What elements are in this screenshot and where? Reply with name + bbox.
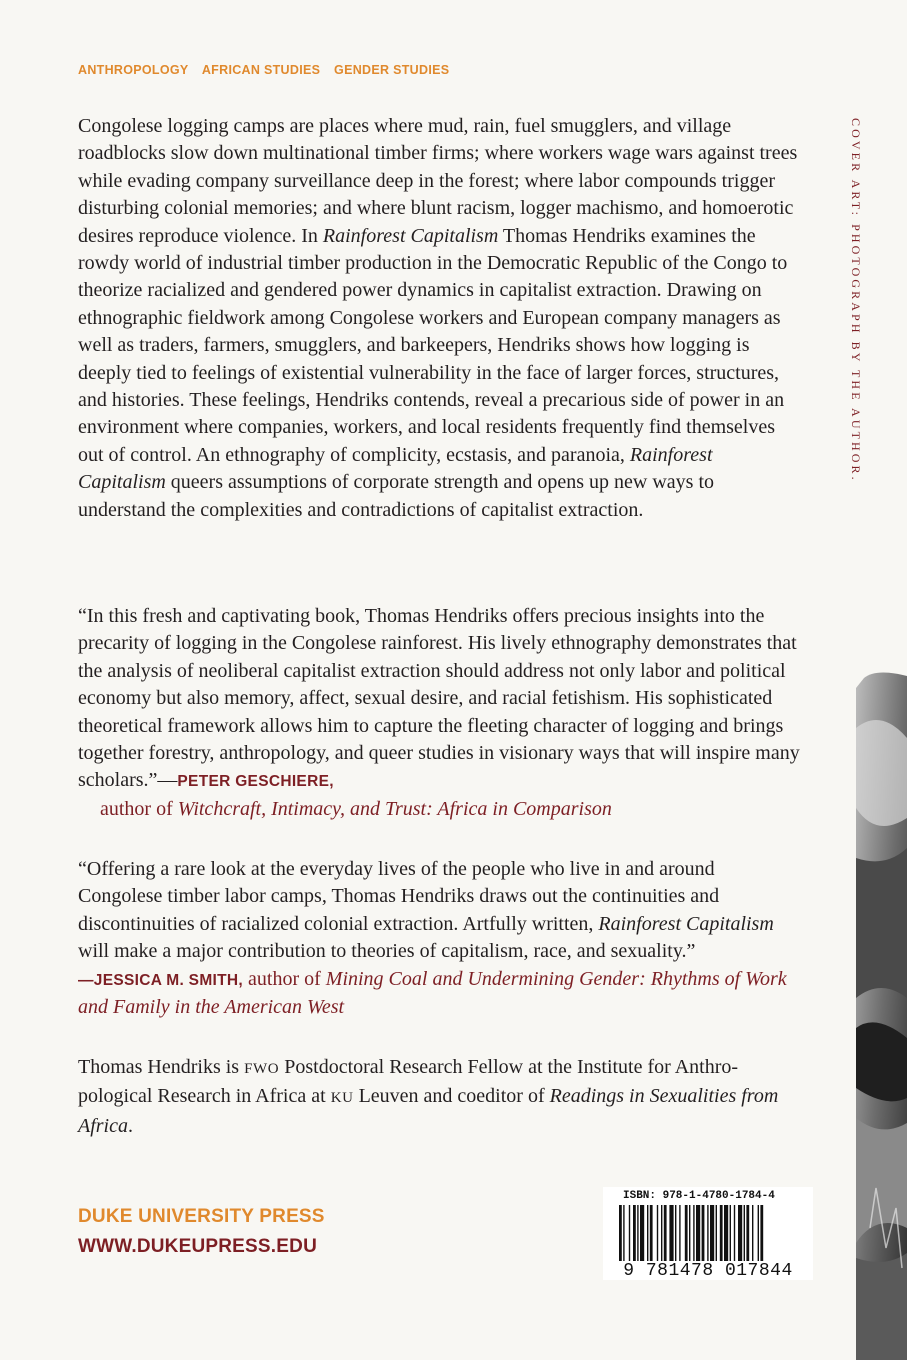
barcode-bar [746, 1205, 749, 1261]
barcode-bar [619, 1205, 622, 1261]
category-african-studies: AFRICAN STUDIES [201, 63, 321, 77]
endorsement-geschiere [78, 603, 800, 823]
barcode-bar [657, 1205, 658, 1261]
description-text: queers assumptions of corporate strength and opens up new ways to understand the complexities and contradictions of capitalist extraction. [78, 471, 715, 521]
barcode-bar [689, 1205, 690, 1261]
endorser-role: author of [100, 797, 178, 820]
book-title-italic: Rainforest Capitalism [322, 224, 499, 247]
publisher-url[interactable]: WWW.DUKEUPRESS.EDU [78, 1236, 317, 1257]
category-anthropology: ANTHROPOLOGY [78, 63, 189, 77]
author-bio [78, 1054, 800, 1140]
barcode-bar [650, 1205, 653, 1261]
barcode-bar [730, 1205, 731, 1261]
endorser-book: Witchcraft, Intimacy, and Trust: Africa in Comparison [177, 797, 612, 820]
barcode-bar [675, 1205, 676, 1261]
bio-abbrev-ku: KU [330, 1090, 354, 1107]
endorsement-dash: — [157, 769, 178, 792]
barcode-bar [716, 1205, 717, 1261]
cover-photo-edge [856, 668, 907, 1360]
barcode-digits: 9 781478 017844 [623, 1261, 793, 1281]
endorsement-text: “In this fresh and captivating book, Thomas Hendriks offers precious insights into the precarity of logging in the Congolese rainforest. His lively ethnography demonstrates that the analysis of neoliberal capitalist extraction should address not only labor and political economy but also memory, affect, sexual desire, and racial fetishism. His sophisticated theoretical framework allows him to capture the fleeting character of logging and brings together forestry, anthropology, and queer studies in visionary ways that will inspire many scholars.” [78, 605, 800, 792]
subject-categories [78, 63, 459, 77]
bio-abbrev-fwo: FWO [244, 1061, 280, 1077]
barcode-bar [710, 1205, 714, 1261]
description-text: Congolese logging camps are places where mud, rain, fuel smugglers, and village roadblocks slow down multinational timber firms; where workers wage wars against trees while evading company surveillance deep in the forest; where labor compounds trigger disturbing colonial memories; and where blunt racism, logger machismo, and homoerotic desires reproduce violence. In [78, 115, 798, 247]
bio-text: Postdoctoral Research Fellow at the Institute for Anthropological Research in Africa at [78, 1056, 739, 1108]
barcode-bar [633, 1205, 636, 1261]
bio-text: Leuven and coeditor of [353, 1085, 550, 1108]
endorsement-text: will make a major contribution to theories of capitalism, race, and sexuality.” [78, 940, 696, 963]
endorser-role: author of [243, 967, 326, 990]
barcode-bar [661, 1205, 662, 1261]
publisher-name: DUKE UNIVERSITY PRESS [78, 1206, 325, 1227]
barcode-bar [724, 1205, 728, 1261]
barcode-bar [679, 1205, 680, 1261]
barcode-bar [664, 1205, 667, 1261]
endorser-name: —JESSICA M. SMITH, [78, 971, 244, 989]
isbn-label: ISBN: 978-1-4780-1784-4 [623, 1190, 775, 1202]
barcode-bar [752, 1205, 753, 1261]
barcode-bar [707, 1205, 708, 1261]
barcode-bar [702, 1205, 705, 1261]
endorser-book: Mining Coal and Undermining Gender: Rhythms of Work and Family in the American West [78, 967, 787, 1019]
endorsement-smith [78, 856, 800, 1021]
cover-art-credit: COVER ART: PHOTOGRAPH BY THE AUTHOR. [849, 118, 863, 483]
barcode-bar [696, 1205, 700, 1261]
endorsement-text: “Offering a rare look at the everyday lives of the people who live in and around Congolese timber labor camps, Thomas Hendriks draws out the continuities and discontinuities of racialized colonial extraction. Artfully written, [78, 858, 720, 935]
bio-text: Thomas Hendriks is [78, 1056, 245, 1078]
category-gender-studies: GENDER STUDIES [334, 63, 450, 77]
barcode-bar [760, 1205, 763, 1261]
barcode-bar [758, 1205, 759, 1261]
bio-text: . [128, 1114, 133, 1137]
book-title-italic: Rainforest Capitalism [78, 443, 713, 494]
description-text: Thomas Hendriks examines the rowdy world of industrial timber production in the Democratic Republic of the Congo to theorize racialized and gendered power dynamics in capitalist extraction. Drawing on ethnographic fieldwork among Congolese workers and European company managers as well as traders, farmers, smugglers, and barkeepers, Hendriks shows how logging is deeply tied to feelings of existential vulnerability in the face of larger forces, structures, and histories. These feelings, Hendriks contends, reveal a precarious side of power in an environment where companies, workers, and local residents frequently find themselves out of control. An ethnography of complicity, ecstasis, and paranoia, [78, 224, 788, 466]
book-description [78, 113, 800, 524]
barcode-bar [669, 1205, 673, 1261]
barcode-bar [744, 1205, 745, 1261]
barcode-bar [720, 1205, 723, 1261]
bio-book-title: Readings in Sexualities from Africa [78, 1085, 779, 1137]
barcode-bar [734, 1205, 735, 1261]
endorser-name: PETER GESCHIERE, [177, 773, 334, 791]
barcode-bar [637, 1205, 638, 1261]
barcode-bar [693, 1205, 694, 1261]
barcode-bar [623, 1205, 624, 1261]
barcode-bars [603, 1187, 813, 1267]
book-title-italic: Rainforest Capitalism [598, 912, 774, 935]
isbn-barcode [603, 1187, 813, 1280]
barcode-bar [640, 1205, 644, 1261]
barcode-bar [629, 1205, 630, 1261]
barcode-bar [738, 1205, 742, 1261]
barcode-bar [685, 1205, 688, 1261]
barcode-bar [647, 1205, 648, 1261]
